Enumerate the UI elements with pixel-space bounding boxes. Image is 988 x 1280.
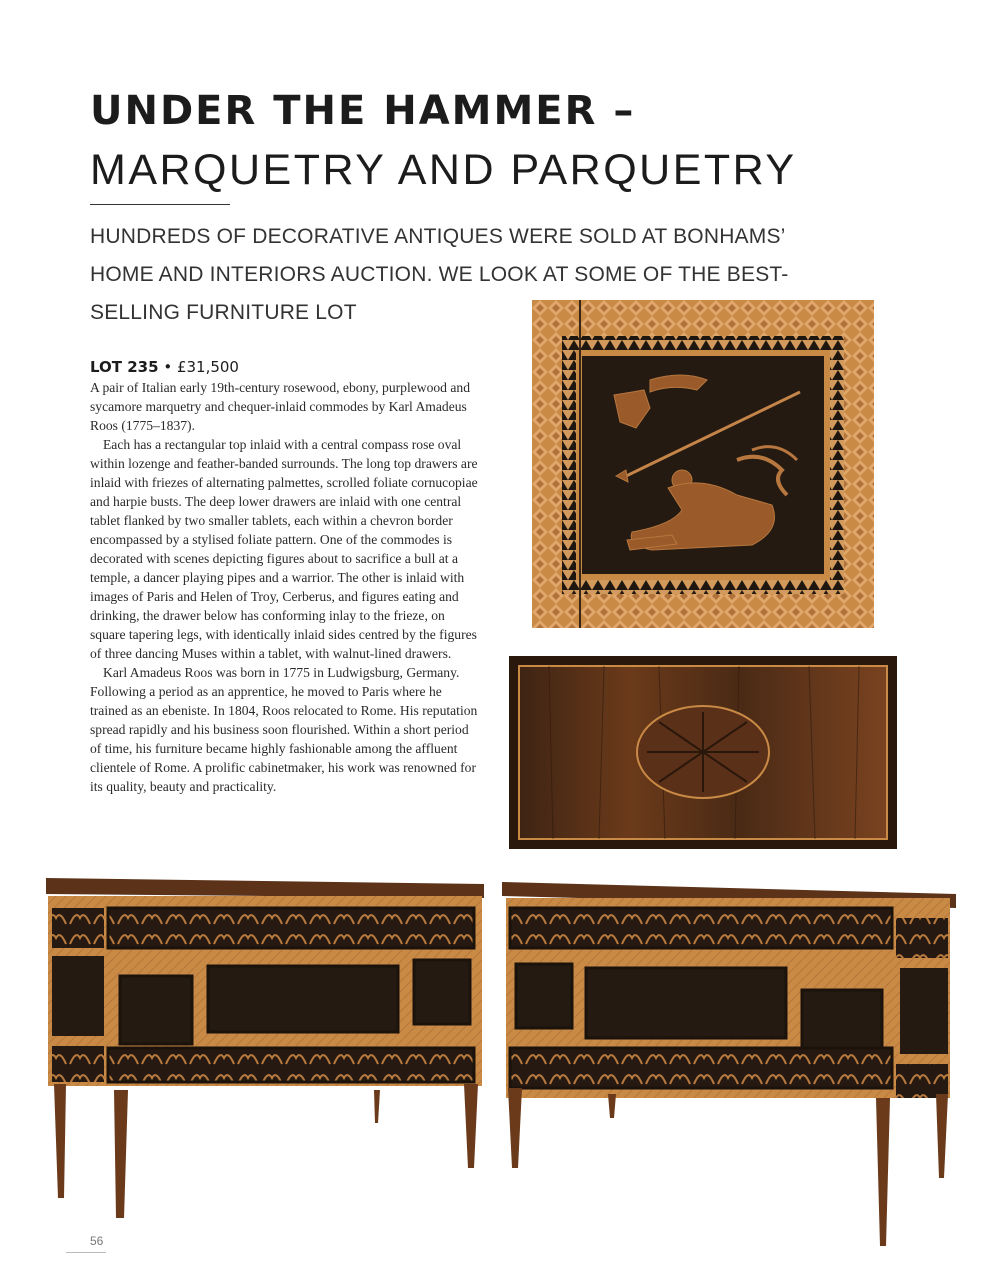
article-title-subtitle: MARQUETRY AND PARQUETRY [90, 146, 797, 194]
article-title-bold: UNDER THE HAMMER – [90, 88, 636, 134]
lot-number: LOT 235 [90, 358, 159, 376]
lot-paragraph-details: Each has a rectangular top inlaid with a central compass rose oval within lozenge and feather-banded surrounds. The long top drawers are inlaid with friezes of alternating palmettes, scrolled foliate cornucopiae and harpie busts. The deep lower drawers are inlaid with one central tablet flanked by two smaller tablets, each within a chevron border encompassed by a stylised foliate pattern. One of the commodes is decorated with scenes depicting figures about to sacrifice a bull at a temple, a dancer playing pipes and a warrior. The other is inlaid with images of Paris and Helen of Troy, Cerberus, and figures eating and drinking, the drawer below has conforming inlay to the frieze, on square tapering legs, with identically inlaid sides centred by the figures of three dancing Muses within a tablet, with walnut-lined drawers. [90, 437, 478, 661]
lot-paragraph-biography: Karl Amadeus Roos was born in 1775 in Ludwigsburg, Germany. Following a period as an apprentice, he moved to Paris where he trained as an ebeniste. In 1804, Roos relocated to Rome. His reputation spread rapidly and his business soon flourished. Within a short period of time, his furniture became highly fashionable among the affluent clientele of Rome. A prolific cabinetmaker, his work was renowned for its quality, beauty and practicality. [90, 665, 478, 794]
commode-left [46, 878, 484, 1218]
lot-paragraph-intro: A pair of Italian early 19th-century rosewood, ebony, purplewood and sycamore marquetry and chequer-inlaid commodes by Karl Amadeus Roos (1775–1837). [90, 380, 471, 433]
page-number-rule [66, 1252, 106, 1253]
lot-description [90, 378, 482, 796]
marquetry-panel-photo [532, 300, 874, 628]
commode-right [502, 882, 956, 1246]
title-divider [90, 204, 230, 205]
page-number: 56 [90, 1234, 104, 1248]
compass-rose-top-photo [509, 656, 897, 849]
lot-heading [90, 358, 239, 376]
commodes-pair-photo [44, 868, 958, 1250]
lot-price: £31,500 [176, 358, 239, 376]
article-standfirst: HUNDREDS OF DECORATIVE ANTIQUES WERE SOLD AT BONHAMS’ HOME AND INTERIORS AUCTION. WE LOOK AT SOME OF THE BEST-SELLING FURNITURE LOT [90, 225, 789, 324]
lot-separator: • [158, 358, 177, 376]
